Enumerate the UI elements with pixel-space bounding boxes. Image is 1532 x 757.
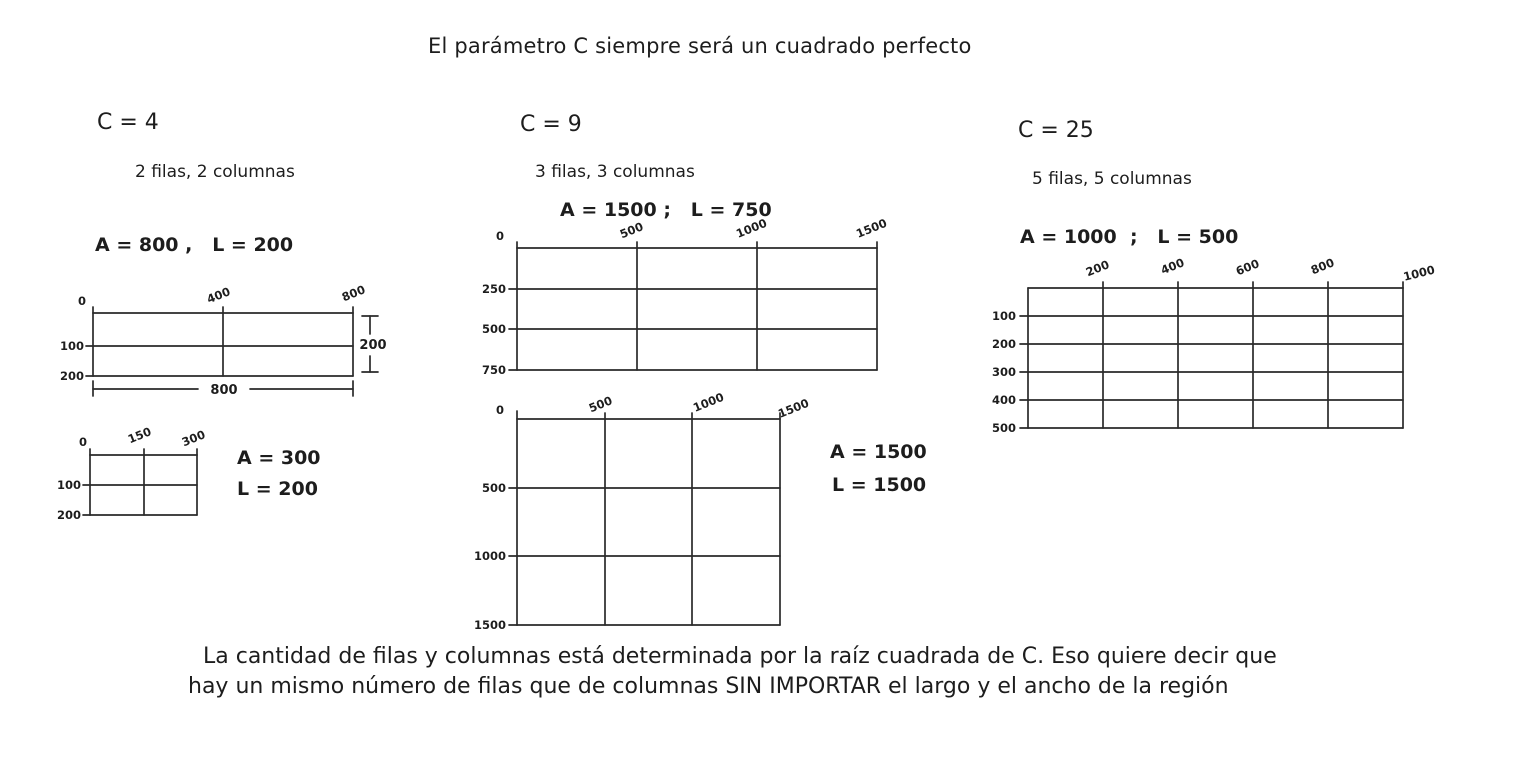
c9-square-area-label: A = 1500 — [830, 441, 927, 463]
y-tick-label: 100 — [56, 478, 81, 492]
x-tick-label: 1500 — [854, 215, 889, 241]
page-title: El parámetro C siempre será un cuadrado perfecto — [428, 34, 972, 58]
y-tick-label: 100 — [59, 339, 84, 353]
grid-lines — [517, 248, 877, 370]
c25-grid — [968, 253, 1468, 441]
y-tick-label: 1000 — [473, 549, 506, 563]
x-tick-label: 1000 — [1401, 262, 1437, 284]
x-tick-label: 0 — [495, 229, 505, 243]
c4-grid-main — [60, 278, 420, 408]
c4-small-area-label: A = 300 — [237, 447, 321, 469]
x-tick-label: 400 — [1158, 255, 1187, 278]
grid-lines — [517, 419, 780, 625]
x-tick-label: 1000 — [691, 389, 726, 415]
y-tick-label: 1500 — [473, 618, 506, 632]
x-tick-label: 500 — [617, 219, 646, 242]
x-tick-label: 0 — [495, 403, 505, 417]
c4-small-length-label: L = 200 — [237, 478, 318, 500]
x-tick-label: 0 — [78, 435, 88, 449]
x-tick-label: 200 — [1083, 257, 1112, 280]
y-tick-label: 300 — [991, 365, 1016, 379]
y-tick-label: 200 — [991, 337, 1016, 351]
width-dimension-label: 800 — [210, 383, 238, 398]
panel-c4-rowcol-note: 2 filas, 2 columnas — [135, 162, 295, 182]
y-tick-label: 500 — [991, 421, 1016, 435]
footer-line-1: La cantidad de filas y columnas está determinada por la raíz cuadrada de C. Eso quiere decir que — [203, 644, 1277, 669]
y-tick-label: 750 — [481, 363, 506, 377]
axis-ticks — [509, 242, 877, 370]
panel-c25-heading: C = 25 — [1018, 118, 1094, 143]
x-tick-label: 500 — [586, 393, 615, 416]
panel-c9-heading: C = 9 — [520, 112, 582, 137]
x-tick-label: 800 — [1308, 255, 1337, 278]
x-tick-label: 400 — [204, 284, 233, 307]
panel-c9-rowcol-note: 3 filas, 3 columnas — [535, 162, 695, 182]
x-tick-label: 1000 — [734, 215, 769, 241]
y-tick-label: 400 — [991, 393, 1016, 407]
grid-lines — [90, 455, 197, 515]
panel-c25-rowcol-note: 5 filas, 5 columnas — [1032, 169, 1192, 189]
y-tick-label: 100 — [991, 309, 1016, 323]
y-tick-label: 500 — [481, 322, 506, 336]
x-tick-label: 800 — [339, 282, 368, 305]
c9-grid-wide — [470, 213, 925, 385]
panel-c25-params: A = 1000 ; L = 500 — [1020, 226, 1239, 248]
y-tick-label: 250 — [481, 282, 506, 296]
x-tick-label: 600 — [1233, 256, 1262, 279]
footer-line-2: hay un mismo número de filas que de columnas SIN IMPORTAR el largo y el ancho de la región — [188, 674, 1229, 699]
grid-lines — [93, 313, 353, 376]
c4-grid-small — [55, 413, 355, 525]
c9-grid-square — [440, 388, 835, 640]
panel-c4-params: A = 800 , L = 200 — [95, 234, 294, 256]
axis-ticks — [1020, 282, 1403, 428]
y-tick-label: 500 — [481, 481, 506, 495]
panel-c4-heading: C = 4 — [97, 110, 159, 135]
y-tick-label: 200 — [56, 508, 81, 522]
grid-lines — [1028, 288, 1403, 428]
x-tick-label: 1500 — [776, 395, 811, 421]
axis-ticks — [86, 307, 353, 376]
x-tick-label: 0 — [77, 294, 87, 308]
panel-c9-params: A = 1500 ; L = 750 — [560, 199, 772, 221]
height-dimension-label: 200 — [359, 338, 387, 353]
axis-ticks — [83, 449, 197, 515]
x-tick-label: 300 — [179, 427, 208, 450]
y-tick-label: 200 — [59, 369, 84, 383]
axis-ticks — [509, 411, 780, 625]
x-tick-label: 150 — [125, 424, 154, 447]
c9-square-length-label: L = 1500 — [832, 474, 927, 496]
